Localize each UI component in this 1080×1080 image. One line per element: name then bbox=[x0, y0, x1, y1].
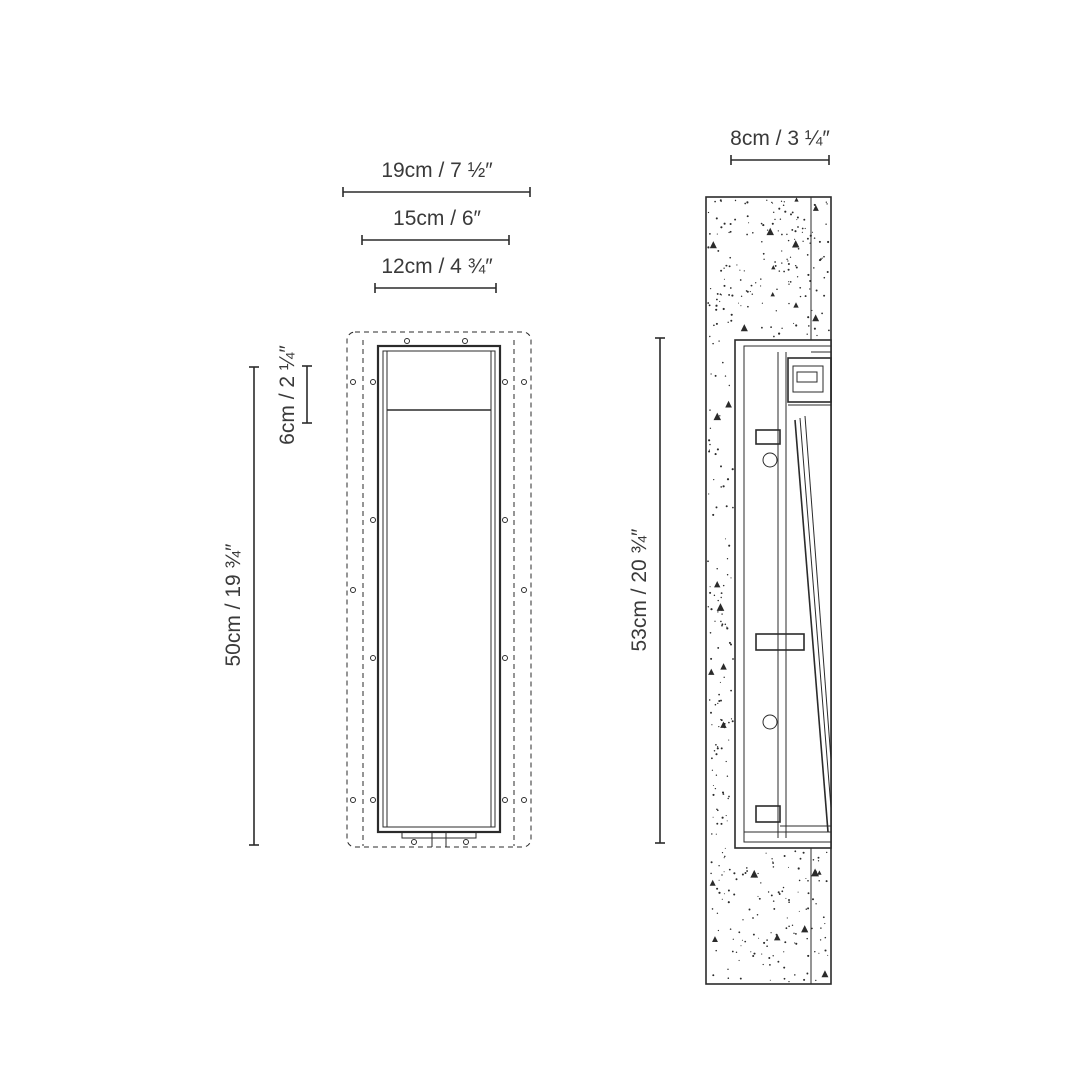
dim-label-width-inner: 12cm / 4 ¾″ bbox=[381, 255, 493, 278]
dim-label-height-total: 50cm / 19 ¾″ bbox=[222, 543, 245, 667]
front-view bbox=[222, 159, 531, 847]
dimension-height bbox=[628, 338, 665, 843]
dim-label-height: 53cm / 20 ¾″ bbox=[628, 528, 651, 652]
dimension-width-inner bbox=[375, 255, 496, 293]
side-view bbox=[628, 127, 831, 984]
dimension-height-total bbox=[222, 367, 259, 845]
dim-label-depth: 8cm / 3 ¼″ bbox=[730, 127, 830, 150]
dimension-width-outer bbox=[343, 159, 530, 197]
recess-cavity bbox=[735, 340, 831, 848]
dimension-depth bbox=[730, 127, 830, 165]
dimension-height-top bbox=[276, 345, 312, 445]
dim-label-height-top: 6cm / 2 ¼″ bbox=[276, 345, 299, 445]
dim-label-width-outer: 19cm / 7 ½″ bbox=[381, 159, 493, 182]
dimension-width-mid bbox=[362, 207, 509, 245]
luminaire-front-body bbox=[378, 346, 500, 847]
dim-label-width-mid: 15cm / 6″ bbox=[393, 207, 481, 230]
